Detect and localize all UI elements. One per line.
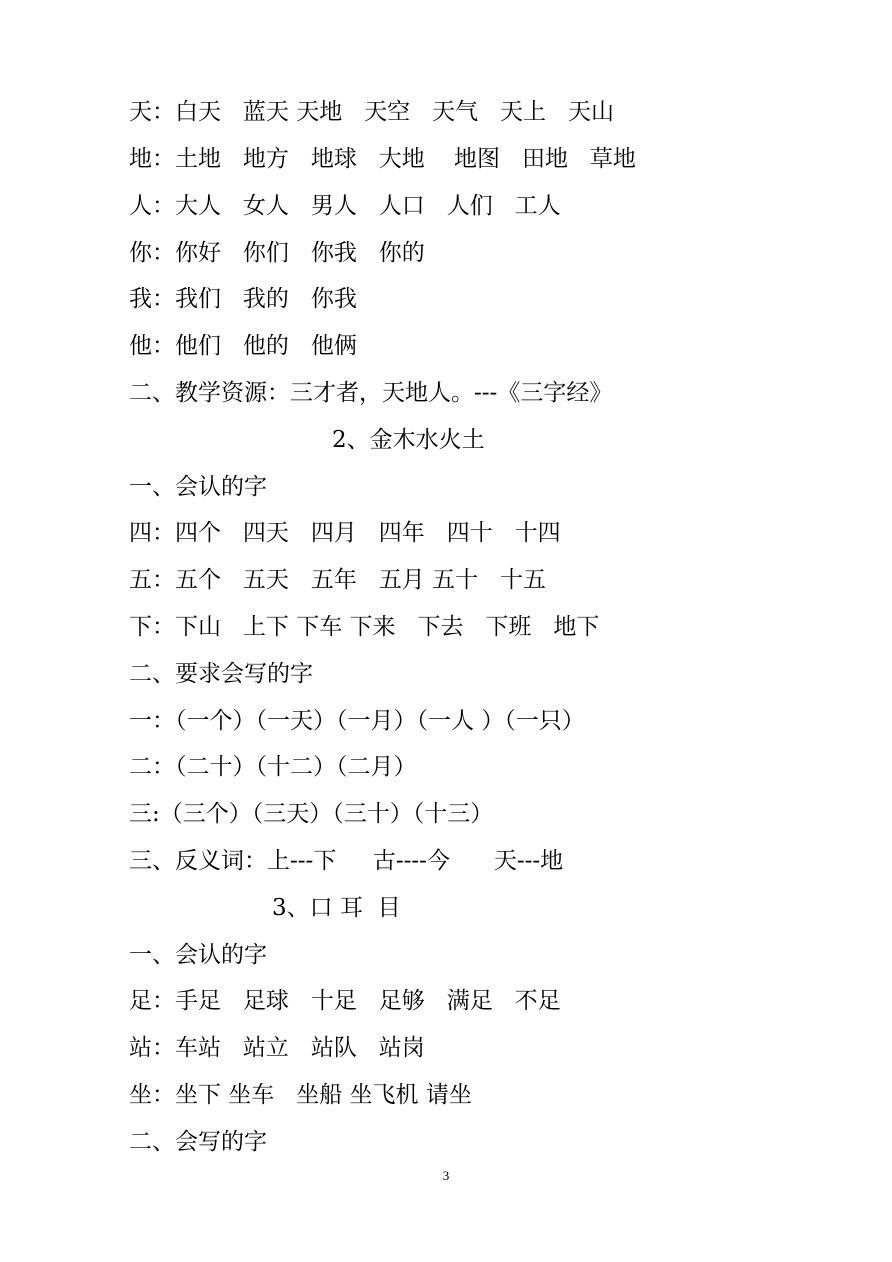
- text-line-wu: 五：五个 五天 五年 五月 五十 十五: [129, 567, 547, 593]
- text-line-er: 二：（二十）（十二）（二月）: [129, 754, 417, 780]
- text-line-si: 四：四个 四天 四月 四年 四十 十四: [129, 520, 561, 546]
- text-line-zuo: 坐：坐下 坐车 坐船 坐飞机 请坐: [129, 1082, 472, 1108]
- section-heading-write-2: 二、会写的字: [129, 1129, 267, 1155]
- text-line-ta: 他：他们 他的 他俩: [129, 333, 357, 359]
- text-line-tian: 天：白天 蓝天 天地 天空 天气 天上 天山: [129, 99, 614, 125]
- text-line-yi: 一：（一个）（一天）（一月）（一人 ）（一只）: [129, 708, 585, 734]
- text-line-ni: 你：你好 你们 你我 你的: [129, 240, 425, 266]
- text-line-zu: 足：手足 足球 十足 足够 满足 不足: [129, 988, 561, 1014]
- section-heading-recognize: 一、会认的字: [129, 474, 267, 500]
- text-line-wo: 我：我们 我的 你我: [129, 286, 357, 312]
- lesson-heading-2: 2、金木水火土: [332, 427, 485, 453]
- section-heading-write: 二、要求会写的字: [129, 661, 313, 687]
- section-heading-recognize-2: 一、会认的字: [129, 942, 267, 968]
- text-line-zhan: 站：车站 站立 站队 站岗: [129, 1035, 425, 1061]
- text-line-di: 地：土地 地方 地球 大地 地图 田地 草地: [129, 146, 636, 172]
- text-line-xia: 下：下山 上下 下车 下来 下去 下班 地下: [129, 614, 600, 640]
- lesson-heading-3: 3、口 耳 目: [272, 895, 401, 921]
- page-number: 3: [442, 1168, 450, 1183]
- text-line-resources: 二、教学资源：三才者，天地人。---《三字经》: [129, 380, 613, 406]
- text-line-antonyms: 三、反义词：上---下 古----今 天---地: [129, 848, 564, 874]
- text-line-ren: 人：大人 女人 男人 人口 人们 工人: [129, 193, 561, 219]
- text-line-san: 三:（三个）（三天）（三十）（十三）: [129, 801, 494, 827]
